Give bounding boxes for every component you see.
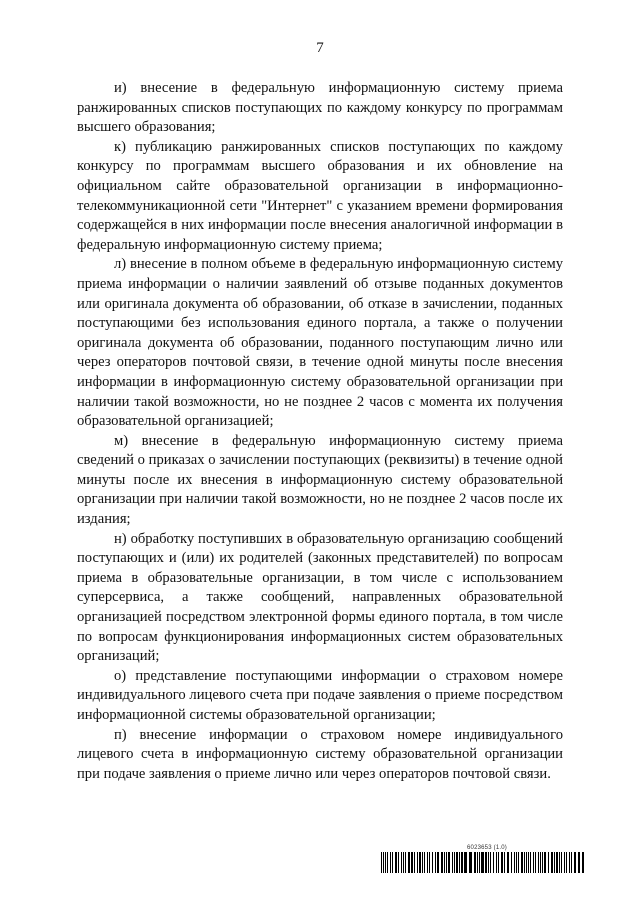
list-item-l (77, 255, 563, 431)
list-item-i (77, 79, 563, 138)
item-marker: н) (114, 530, 127, 547)
item-text: публикацию ранжированных списков поступающих по каждому конкурсу по программам высшего образования и их обновление на официальном сайте образовательной организации в информационно-телекоммуникационной сети "Интернет" с указанием времени формирования содержащейся в них информации после внесения аналогичной информации в федеральную информационную систему приема; (77, 138, 563, 253)
list-item-n (77, 530, 563, 667)
item-marker: л) (114, 256, 127, 273)
item-marker: о) (114, 667, 127, 684)
page-number: 7 (316, 40, 324, 56)
list-item-p (77, 726, 563, 785)
item-marker: п) (114, 726, 127, 743)
item-text: обработку поступивших в образовательную организацию сообщений поступающих и (или) их родителей (законных представителей) по вопросам приема в образовательные организации, в том числе с использованием суперсервиса, а также сообщений, направленных образовательной организацией посредством электронной формы единого портала, в том числе по вопросам функционирования информационных систем образовательных организаций; (77, 530, 563, 665)
document-body (77, 79, 563, 784)
list-item-m (77, 432, 563, 530)
item-marker: м) (114, 432, 129, 449)
item-text: внесение в федеральную информационную систему приема сведений о приказах о зачислении поступающих (реквизиты) в течение одной минуты после их внесения в информационную систему образовательной организации при наличии такой возможности, но не позднее 2 часов после их издания; (77, 432, 563, 528)
barcode-icon (381, 852, 586, 873)
list-item-o (77, 667, 563, 726)
list-item-k (77, 138, 563, 256)
item-text: представление поступающими информации о страховом номере индивидуального лицевого счета при подаче заявления о приеме посредством информационной системы образовательной организации; (77, 667, 563, 723)
item-text: внесение в федеральную информационную систему приема ранжированных списков поступающих по каждому конкурсу по программам высшего образования; (77, 80, 563, 136)
item-text: внесение в полном объеме в федеральную информационную систему приема информации о наличии заявлений об отзыве поданных документов или оригинала документа об образовании, об отказе в зачислении, поданных поступающими без использования единого портала, а также о получении оригинала документа об образовании, поданного поступающим лично или через операторов почтовой связи, в течение одной минуты после внесения информации в информационную систему образовательной организации при наличии такой возможности, но не позднее 2 часов с момента их получения образовательной организацией; (77, 256, 563, 430)
item-marker: к) (114, 138, 126, 155)
item-marker: и) (114, 80, 127, 96)
document-code: 6023653 (1.0) (467, 845, 507, 851)
item-text: внесение информации о страховом номере индивидуального лицевого счета в информационную систему образовательной организации при подаче заявления о приеме лично или через операторов почтовой связи. (77, 726, 563, 782)
